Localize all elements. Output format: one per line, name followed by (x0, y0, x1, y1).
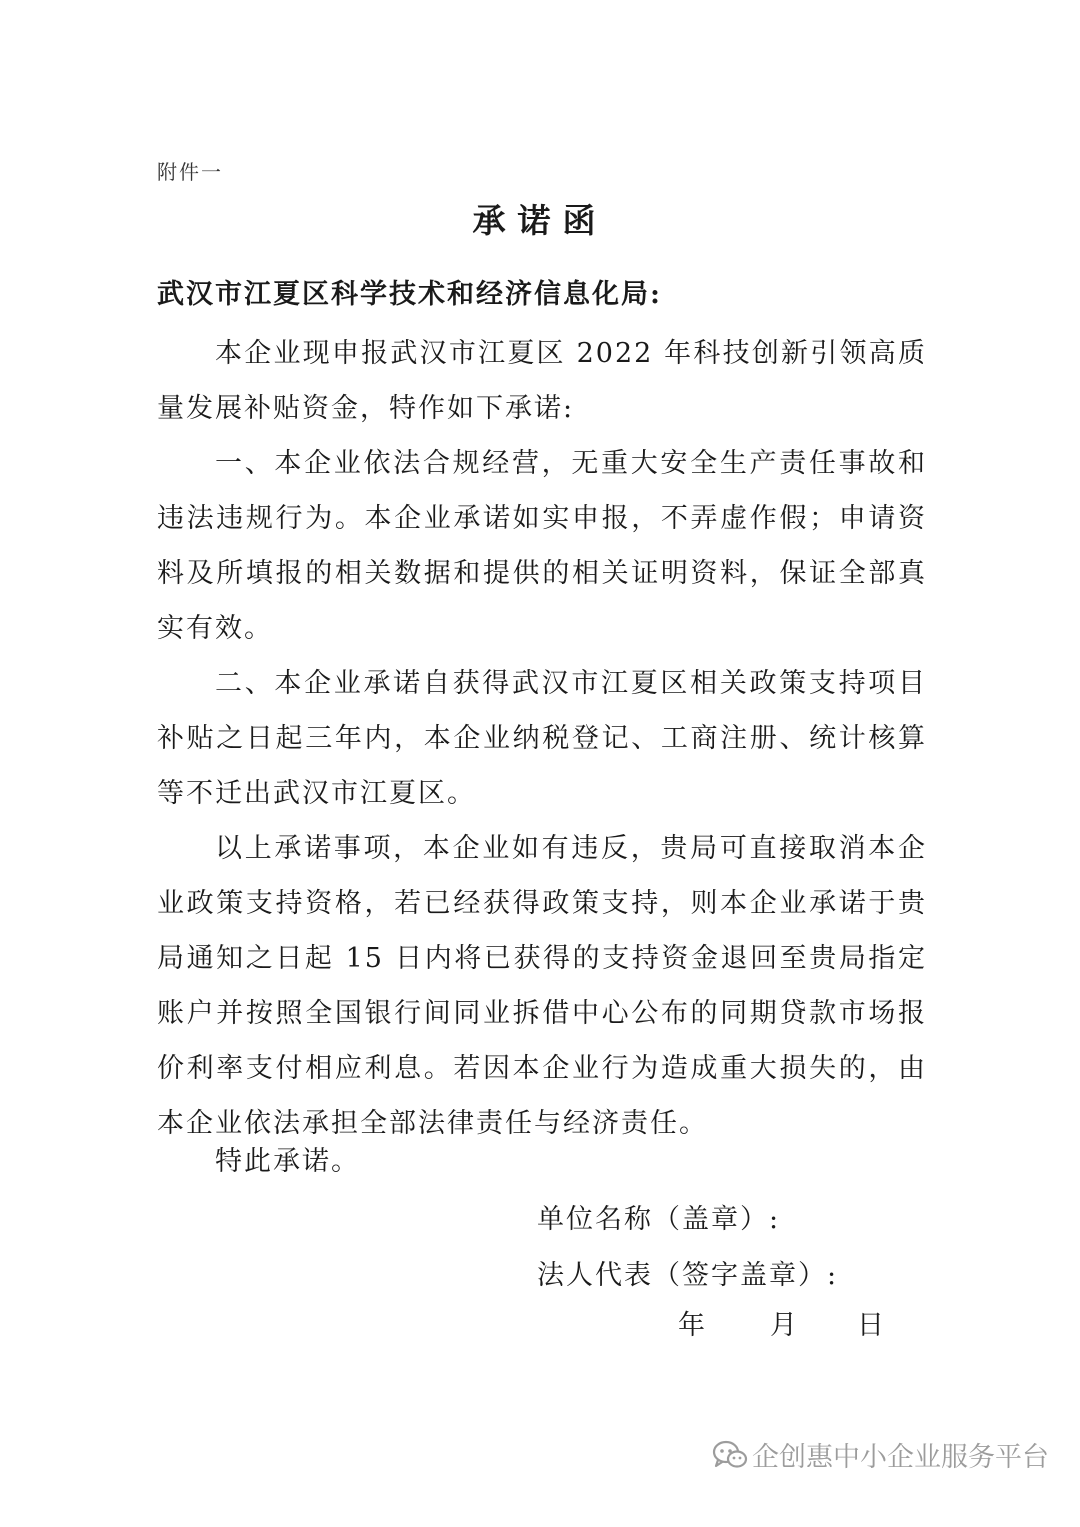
signature-date (678, 1303, 884, 1342)
paragraph-violation-terms: 以上承诺事项，本企业如有违反，贵局可直接取消本企业政策支持资格，若已经获得政策支持，则本企业承诺于贵局通知之日起 15 日内将已获得的支持资金退回至贵局指定账户并按照全国银行间同业拆借中心公布的同期贷款市场报价利率支付相应利息。若因本企业行为造成重大损失的，由本企业依法承担全部法律责任与经济责任。 (157, 833, 927, 1139)
watermark (712, 1435, 1049, 1474)
document-title: 承诺函 (472, 201, 608, 240)
watermark-text: 企创惠中小企业服务平台 (752, 1442, 1049, 1473)
date-year-label: 年 (678, 1310, 705, 1341)
paragraph-commitment-1: 一、本企业依法合规经营，无重大安全生产责任事故和违法违规行为。本企业承诺如实申报，不弄虚作假；申请资料及所填报的相关数据和提供的相关证明资料，保证全部真实有效。 (157, 448, 927, 644)
date-month-label: 月 (770, 1310, 797, 1341)
addressee: 武汉市江夏区科学技术和经济信息化局: (157, 279, 662, 310)
closing-statement: 特此承诺。 (215, 1146, 360, 1177)
signature-legal-rep: 法人代表（签字盖章）: (537, 1260, 839, 1291)
attachment-label: 附件一 (157, 160, 223, 184)
paragraph-commitment-2: 二、本企业承诺自获得武汉市江夏区相关政策支持项目补贴之日起三年内，本企业纳税登记、工商注册、统计核算等不迁出武汉市江夏区。 (157, 668, 927, 809)
paragraph-intro: 本企业现申报武汉市江夏区 2022 年科技创新引领高质量发展补贴资金，特作如下承诺: (157, 338, 927, 424)
wechat-icon (712, 1440, 748, 1470)
date-day-label: 日 (857, 1310, 884, 1341)
document-body (157, 326, 927, 1151)
signature-unit-name: 单位名称（盖章）: (537, 1204, 781, 1235)
